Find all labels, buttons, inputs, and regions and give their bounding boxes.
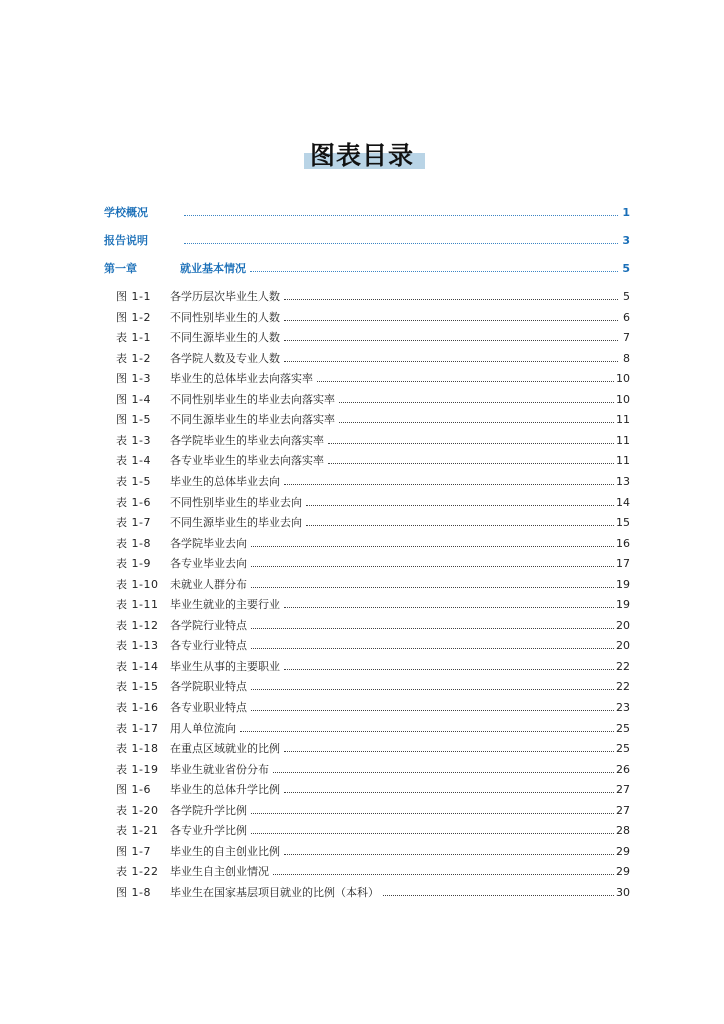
toc-entry-label: 表 1-15 xyxy=(116,680,159,694)
title-block xyxy=(0,136,724,176)
toc-entry-label: 表 1-7 xyxy=(116,516,151,530)
toc-entry-label: 第一章 xyxy=(104,262,137,275)
dot-leader xyxy=(317,373,614,382)
dot-leader xyxy=(251,538,614,547)
toc-page-number: 19 xyxy=(616,598,630,612)
toc-page-number: 6 xyxy=(623,310,630,324)
dot-leader xyxy=(306,517,614,526)
dot-leader xyxy=(383,887,614,896)
toc-entry-label: 表 1-10 xyxy=(116,577,159,591)
toc-figure-entry[interactable] xyxy=(104,391,630,409)
toc-figure-entry[interactable] xyxy=(104,678,630,696)
toc-entry-caption: 毕业生从事的主要职业 xyxy=(170,659,280,673)
dot-leader xyxy=(273,764,614,773)
toc-page-number: 27 xyxy=(616,803,630,817)
dot-leader xyxy=(251,681,614,690)
toc-entry-caption: 各学院毕业去向 xyxy=(170,536,247,550)
toc-figure-entry[interactable] xyxy=(104,494,630,512)
dot-leader xyxy=(240,723,614,732)
toc-entry-label: 图 1-4 xyxy=(116,392,151,406)
dot-leader xyxy=(284,599,614,608)
toc-entry-caption: 各专业毕业去向 xyxy=(170,557,247,571)
dot-leader xyxy=(184,207,618,216)
toc-entry-label: 图 1-6 xyxy=(116,783,151,797)
toc-page-number: 15 xyxy=(616,516,630,530)
dot-leader xyxy=(284,743,614,752)
toc-page-number: 29 xyxy=(616,865,630,879)
dot-leader xyxy=(284,312,618,321)
toc-page-number: 14 xyxy=(616,495,630,509)
toc-entry-caption: 毕业生的总体毕业去向 xyxy=(170,474,280,488)
toc-entry-caption: 各专业升学比例 xyxy=(170,824,247,838)
toc-page-number: 17 xyxy=(616,557,630,571)
toc-entry-caption: 就业基本情况 xyxy=(180,262,246,275)
toc-entry-label: 表 1-17 xyxy=(116,721,159,735)
toc-entry-label: 表 1-3 xyxy=(116,433,151,447)
toc-entry-label: 表 1-22 xyxy=(116,865,159,879)
dot-leader xyxy=(251,640,614,649)
toc-entry-caption: 各学院人数及专业人数 xyxy=(170,351,280,365)
toc-entry-label: 图 1-3 xyxy=(116,372,151,386)
dot-leader xyxy=(251,558,614,567)
toc-figure-entry[interactable] xyxy=(104,514,630,532)
toc-figure-entry[interactable] xyxy=(104,617,630,635)
toc-page-number: 10 xyxy=(616,372,630,386)
toc-figure-entry[interactable] xyxy=(104,822,630,840)
toc-figure-entry[interactable] xyxy=(104,535,630,553)
toc-entry-caption: 不同性别毕业生的毕业去向 xyxy=(170,495,302,509)
toc-figure-entry[interactable] xyxy=(104,411,630,429)
toc-entry-label: 表 1-20 xyxy=(116,803,159,817)
toc-entry-caption: 不同生源毕业生的毕业去向落实率 xyxy=(170,413,335,427)
toc-page-number: 26 xyxy=(616,762,630,776)
toc-entry-label: 表 1-1 xyxy=(116,331,151,345)
toc-entry-label: 表 1-14 xyxy=(116,659,159,673)
toc-entry-caption: 不同性别毕业生的人数 xyxy=(170,310,280,324)
dot-leader xyxy=(339,414,614,423)
dot-leader xyxy=(328,435,614,444)
toc-page-number: 8 xyxy=(623,351,630,365)
toc-entry-caption: 不同性别毕业生的毕业去向落实率 xyxy=(170,392,335,406)
dot-leader xyxy=(306,497,614,506)
toc-figure-entry[interactable] xyxy=(104,740,630,758)
toc-figure-entry[interactable] xyxy=(104,863,630,881)
toc-page-number: 23 xyxy=(616,701,630,714)
dot-leader xyxy=(251,702,614,711)
toc-entry-label: 表 1-2 xyxy=(116,351,151,365)
toc-entry-caption: 各学院毕业生的毕业去向落实率 xyxy=(170,433,324,447)
dot-leader xyxy=(251,825,614,834)
toc-page-number: 7 xyxy=(623,331,630,345)
toc-page-number: 11 xyxy=(616,413,630,427)
dot-leader xyxy=(339,394,614,403)
toc-figure-entry[interactable] xyxy=(104,370,630,388)
dot-leader xyxy=(250,263,618,272)
toc-page-number: 22 xyxy=(616,659,630,673)
toc-figure-entry[interactable] xyxy=(104,329,630,347)
toc-entry-label: 表 1-16 xyxy=(116,701,159,714)
dot-leader xyxy=(284,353,618,362)
toc-page-number: 13 xyxy=(616,474,630,488)
toc-entry-caption: 毕业生的总体毕业去向落实率 xyxy=(170,372,313,386)
toc-entry-caption: 在重点区域就业的比例 xyxy=(170,742,280,756)
toc-figure-entry[interactable] xyxy=(104,350,630,368)
toc-figure-entry[interactable] xyxy=(104,555,630,573)
toc-entry-label: 图 1-2 xyxy=(116,310,151,324)
toc-page-number: 5 xyxy=(622,262,630,275)
toc-entry-caption: 各专业毕业生的毕业去向落实率 xyxy=(170,454,324,468)
toc-page-number: 11 xyxy=(616,454,630,468)
toc-entry-caption: 各学历层次毕业生人数 xyxy=(170,290,280,303)
toc-page-number: 28 xyxy=(616,824,630,838)
toc-entry-caption: 毕业生的总体升学比例 xyxy=(170,783,280,797)
toc-page-number: 3 xyxy=(622,234,630,247)
toc-entry-label: 图 1-7 xyxy=(116,844,151,858)
toc-entry-label: 报告说明 xyxy=(104,234,148,247)
toc-entry-caption: 毕业生的自主创业比例 xyxy=(170,844,280,858)
toc-entry-label: 表 1-11 xyxy=(116,598,159,612)
toc-entry-caption: 各专业行业特点 xyxy=(170,639,247,653)
toc-heading-entry[interactable] xyxy=(104,232,630,250)
toc-figure-entry[interactable] xyxy=(104,576,630,594)
toc-entry-label: 表 1-5 xyxy=(116,474,151,488)
toc-page-number: 10 xyxy=(616,392,630,406)
toc-entry-caption: 各学院职业特点 xyxy=(170,680,247,694)
toc-figure-entry[interactable] xyxy=(104,699,630,717)
toc-figure-entry[interactable] xyxy=(104,473,630,491)
toc-page-number: 25 xyxy=(616,721,630,735)
toc-entry-label: 表 1-13 xyxy=(116,639,159,653)
toc-entry-label: 表 1-19 xyxy=(116,762,159,776)
toc-figure-entry[interactable] xyxy=(104,288,630,306)
toc-page-number: 11 xyxy=(616,433,630,447)
toc-entry-caption: 毕业生在国家基层项目就业的比例（本科） xyxy=(170,885,379,899)
toc-entry-caption: 不同生源毕业生的人数 xyxy=(170,331,280,345)
toc-entry-label: 学校概况 xyxy=(104,206,148,219)
toc-heading-entry[interactable] xyxy=(104,204,630,222)
toc-entry-caption: 未就业人群分布 xyxy=(170,577,247,591)
toc-page-number: 25 xyxy=(616,742,630,756)
toc-entry-caption: 毕业生就业省份分布 xyxy=(170,762,269,776)
dot-leader xyxy=(284,332,618,341)
toc-figure-entry[interactable] xyxy=(104,761,630,779)
toc-entry-caption: 毕业生就业的主要行业 xyxy=(170,598,280,612)
dot-leader xyxy=(284,476,614,485)
dot-leader xyxy=(284,846,614,855)
dot-leader xyxy=(284,291,618,300)
toc-figure-entry[interactable] xyxy=(104,452,630,470)
toc-entry-caption: 各专业职业特点 xyxy=(170,701,247,714)
toc-figure-entry[interactable] xyxy=(104,843,630,861)
toc-entry-label: 表 1-9 xyxy=(116,557,151,571)
toc-page-number: 1 xyxy=(622,206,630,219)
toc-entry-caption: 毕业生自主创业情况 xyxy=(170,865,269,879)
dot-leader xyxy=(184,235,618,244)
toc-entry-label: 表 1-18 xyxy=(116,742,159,756)
dot-leader xyxy=(273,866,614,875)
toc-entry-caption: 各学院行业特点 xyxy=(170,618,247,632)
toc-entry-label: 表 1-4 xyxy=(116,454,151,468)
toc-figure-entry[interactable] xyxy=(104,884,630,902)
toc-entry-label: 表 1-21 xyxy=(116,824,159,838)
toc-page-number: 20 xyxy=(616,618,630,632)
toc-page-number: 19 xyxy=(616,577,630,591)
toc-page-number: 16 xyxy=(616,536,630,550)
toc-page-number: 5 xyxy=(623,290,630,303)
dot-leader xyxy=(284,784,614,793)
toc-figure-entry[interactable] xyxy=(104,432,630,450)
toc-figure-entry[interactable] xyxy=(104,720,630,738)
toc-figure-entry[interactable] xyxy=(104,309,630,327)
toc-figure-entry[interactable] xyxy=(104,802,630,820)
toc-entry-label: 图 1-1 xyxy=(116,290,151,303)
toc-page-number: 27 xyxy=(616,783,630,797)
toc-heading-entry[interactable] xyxy=(104,260,630,278)
toc-page-number: 22 xyxy=(616,680,630,694)
toc-entry-label: 表 1-12 xyxy=(116,618,159,632)
toc-entry-label: 表 1-6 xyxy=(116,495,151,509)
dot-leader xyxy=(251,805,614,814)
toc-figure-entry[interactable] xyxy=(104,781,630,799)
dot-leader xyxy=(251,579,614,588)
toc-figure-entry[interactable] xyxy=(104,637,630,655)
toc-entry-label: 图 1-8 xyxy=(116,885,151,899)
toc-page-number: 29 xyxy=(616,844,630,858)
page-title: 图表目录 xyxy=(309,141,414,170)
dot-leader xyxy=(284,661,614,670)
dot-leader xyxy=(251,620,614,629)
toc-figure-entry[interactable] xyxy=(104,658,630,676)
toc-entry-label: 图 1-5 xyxy=(116,413,151,427)
toc-entry-caption: 不同生源毕业生的毕业去向 xyxy=(170,516,302,530)
toc-entry-caption: 各学院升学比例 xyxy=(170,803,247,817)
toc-entry-label: 表 1-8 xyxy=(116,536,151,550)
toc-figure-entry[interactable] xyxy=(104,596,630,614)
toc-entry-caption: 用人单位流向 xyxy=(170,721,236,735)
toc-page-number: 20 xyxy=(616,639,630,653)
dot-leader xyxy=(328,455,614,464)
toc-page-number: 30 xyxy=(616,885,630,899)
